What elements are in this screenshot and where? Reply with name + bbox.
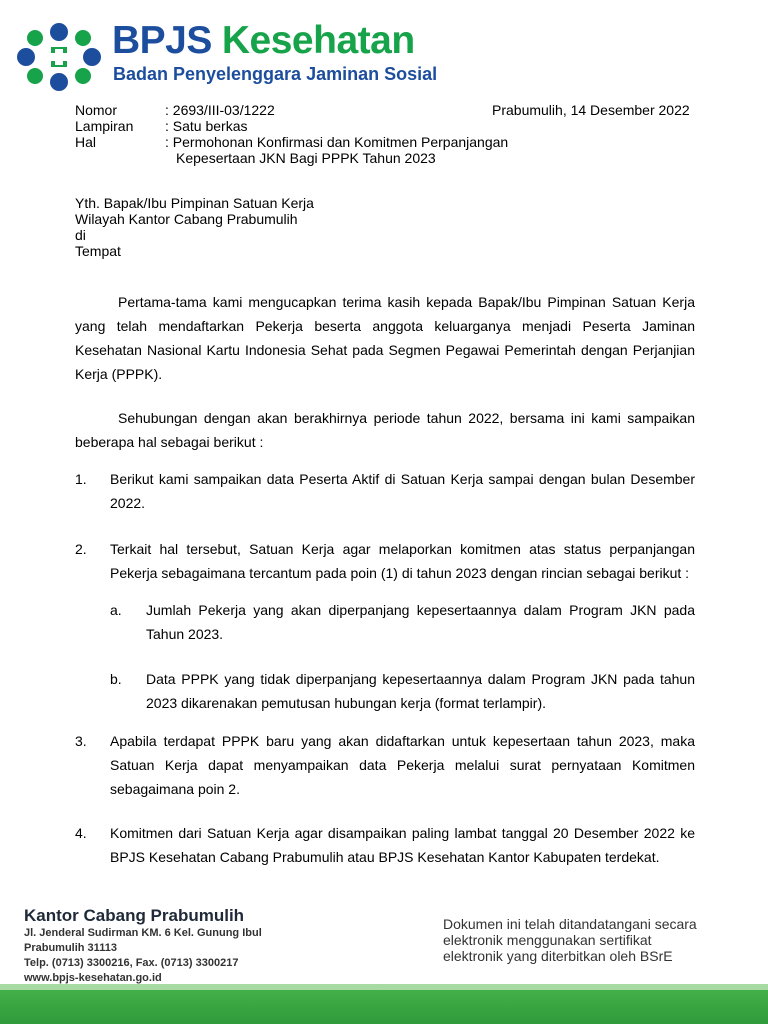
address-line: Tempat	[75, 243, 121, 259]
sub-list-item	[110, 598, 695, 646]
list-item-number: 1.	[75, 471, 87, 487]
hal-value-2: Kepesertaan JKN Bagi PPPK Tahun 2023	[176, 150, 436, 166]
footer-phone: Telp. (0713) 3300216, Fax. (0713) 3300217	[24, 957, 239, 969]
footer-green-bar	[0, 990, 768, 1024]
hal-value-1: : Permohonan Konfirmasi dan Komitmen Perpanjangan	[165, 134, 509, 150]
bpjs-logo-icon	[16, 22, 102, 92]
footer-office-name: Kantor Cabang Prabumulih	[24, 906, 245, 925]
sub-list-item-letter: a.	[110, 602, 122, 618]
place-date: Prabumulih, 14 Desember 2022	[492, 102, 690, 118]
list-item-text: Terkait hal tersebut, Satuan Kerja agar melaporkan komitmen atas status perpanjangan Pekerja sebagaimana tercantum pada poin (1) di tahun 2023 dengan rincian sebagai berikut :	[110, 541, 695, 581]
nomor-value: : 2693/III-03/1222	[165, 102, 275, 118]
list-item	[75, 821, 695, 869]
sub-list-item-text: Data PPPK yang tidak diperpanjang kepesertaannya dalam Program JKN pada tahun 2023 dikarenakan pemutusan hubungan kerja (format terlampir).	[146, 671, 695, 711]
list-item-text: Komitmen dari Satuan Kerja agar disampaikan paling lambat tanggal 20 Desember 2022 ke BPJS Kesehatan Cabang Prabumulih atau BPJS Kesehatan Kantor Kabupaten terdekat.	[110, 825, 695, 865]
list-item-text: Berikut kami sampaikan data Peserta Aktif di Satuan Kerja sampai dengan bulan Desember 2022.	[110, 471, 695, 511]
esign-notice	[443, 916, 697, 964]
list-item-number: 3.	[75, 733, 87, 749]
esign-line: elektronik menggunakan sertifikat	[443, 932, 652, 948]
brand-subtitle: Badan Penyelenggara Jaminan Sosial	[113, 64, 438, 84]
footer-website: www.bpjs-kesehatan.go.id	[24, 972, 162, 984]
sub-list-item	[110, 667, 695, 715]
list-item-text: Apabila terdapat PPPK baru yang akan didaftarkan untuk kepesertaan tahun 2023, maka Satuan Kerja dapat menyampaikan data Pekerja melalui surat pernyataan Komitmen sebagaimana poin 2.	[110, 733, 695, 797]
brand-title	[112, 18, 415, 64]
sub-list-item-text: Jumlah Pekerja yang akan diperpanjang kepesertaannya dalam Program JKN pada Tahun 2023.	[146, 602, 695, 642]
list-item-number: 2.	[75, 541, 87, 557]
address-line: di	[75, 227, 86, 243]
recipient-address	[75, 195, 314, 259]
nomor-label: Nomor	[75, 102, 118, 118]
address-line: Yth. Bapak/Ibu Pimpinan Satuan Kerja	[75, 195, 314, 211]
list-item-number: 4.	[75, 825, 87, 841]
list-item	[75, 467, 695, 515]
lampiran-value: : Satu berkas	[165, 118, 248, 134]
esign-line: Dokumen ini telah ditandatangani secara	[443, 916, 697, 932]
brand-kesehatan: Kesehatan	[221, 19, 415, 62]
hal-label: Hal	[75, 134, 97, 150]
esign-line: elektronik yang diterbitkan oleh BSrE	[443, 948, 673, 964]
paragraph-opening: Pertama-tama kami mengucapkan terima kasih kepada Bapak/Ibu Pimpinan Satuan Kerja yang telah mendaftarkan Pekerja beserta anggota keluarganya menjadi Peserta Jaminan Kesehatan Nasional Kartu Indonesia Sehat pada Segmen Pegawai Pemerintah dengan Perjanjian Kerja (PPPK).	[75, 294, 695, 382]
footer-contact	[24, 926, 262, 986]
footer-address-line: Jl. Jenderal Sudirman KM. 6 Kel. Gunung Ibul	[24, 927, 262, 939]
list-item	[75, 537, 695, 585]
brand-bpjs: BPJS	[112, 19, 212, 62]
letter-meta	[75, 102, 556, 166]
paragraph-intro: Sehubungan dengan akan berakhirnya periode tahun 2022, bersama ini kami sampaikan beberapa hal sebagai berikut :	[75, 410, 695, 450]
lampiran-label: Lampiran	[75, 118, 134, 134]
footer-address-line: Prabumulih 31113	[24, 942, 117, 954]
list-item	[75, 729, 695, 801]
sub-list-item-letter: b.	[110, 671, 122, 687]
address-line: Wilayah Kantor Cabang Prabumulih	[75, 211, 298, 227]
